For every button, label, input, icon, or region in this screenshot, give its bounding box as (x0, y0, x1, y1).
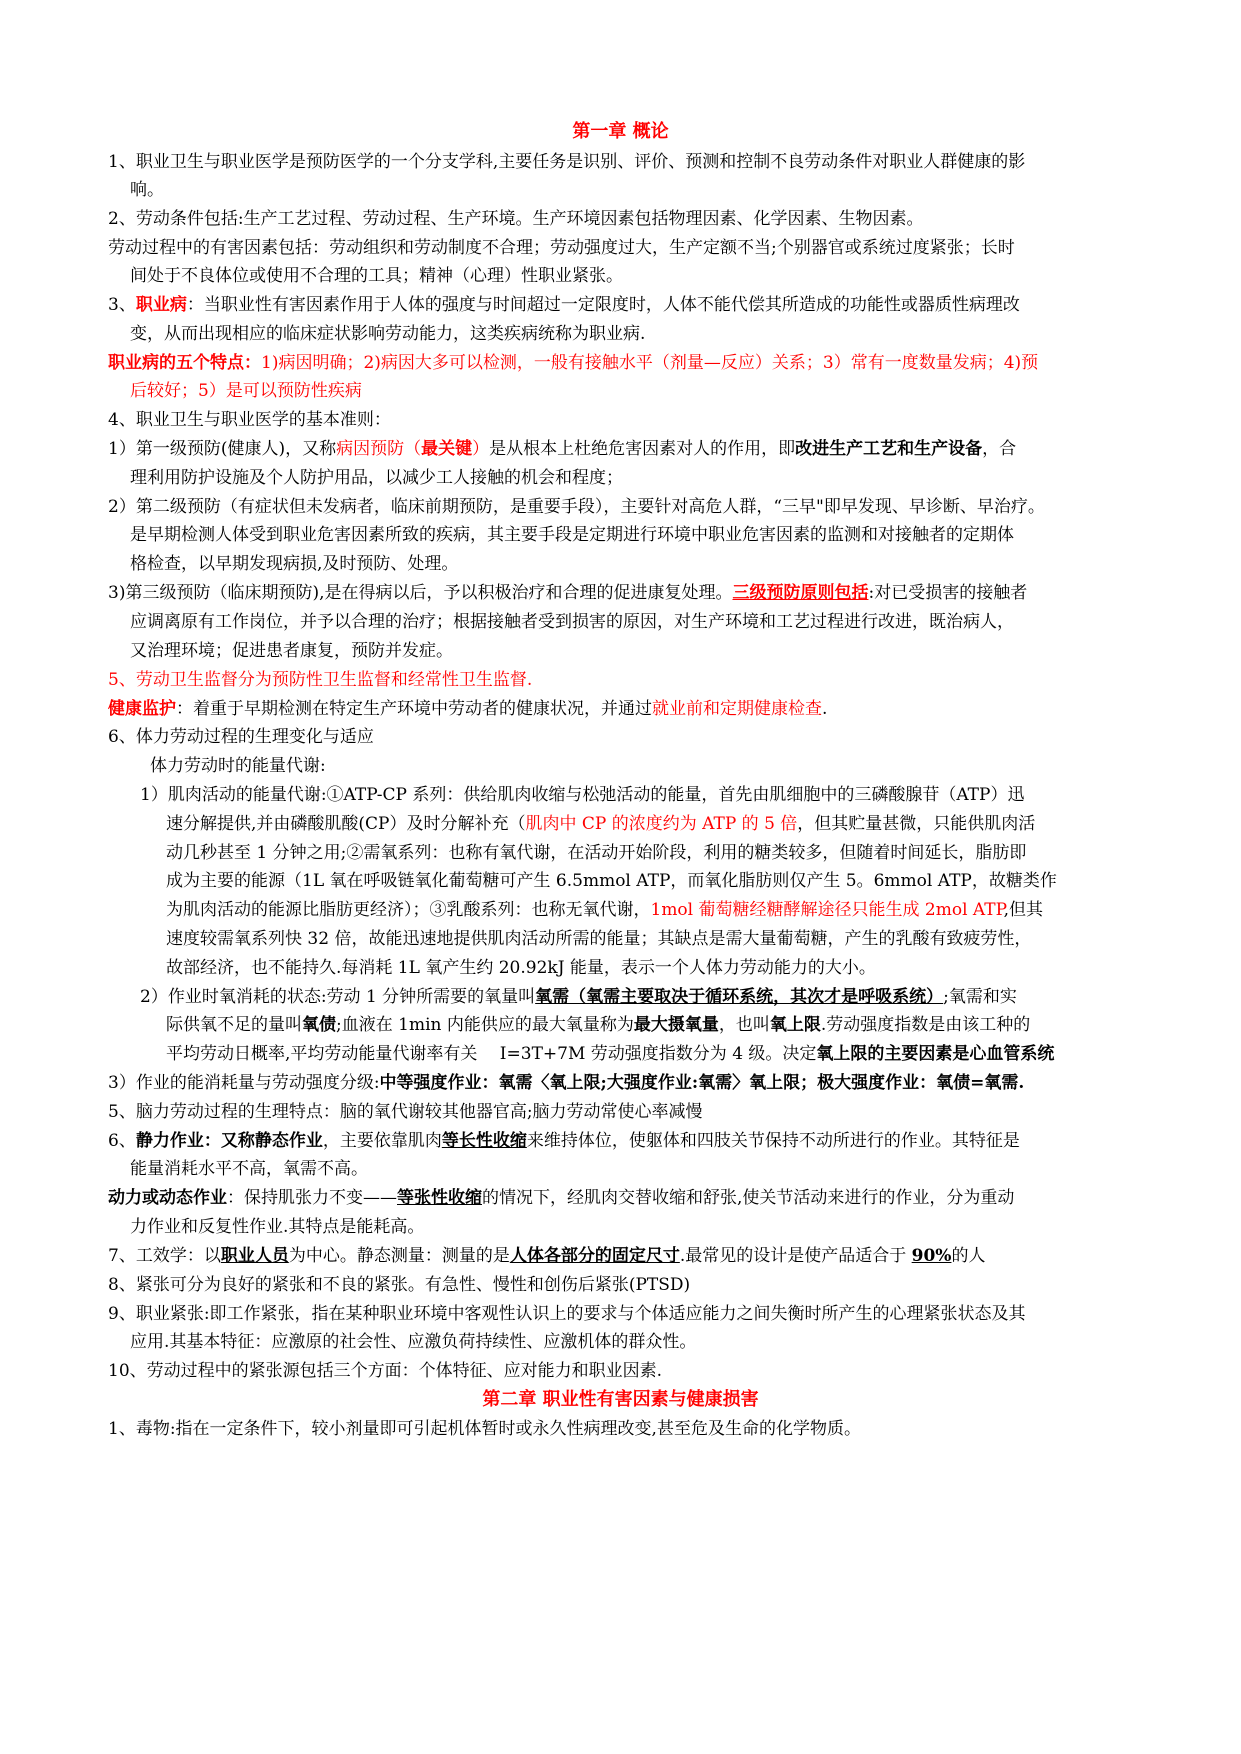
prevention-3-line-2: 应调离原有工作岗位，并予以合理的治疗；根据接触者受到损害的原因，对生产环境和工艺过程进行改进，既治病人， (130, 612, 1014, 632)
oxygen-2-line-1 (140, 985, 1241, 1009)
metabolism-1-line-1: 1）肌肉活动的能量代谢:①ATP-CP 系列：供给肌肉收缩与松弛活动的能量，首先由肌细胞中的三磷酸腺苷（ATP）迅 (140, 785, 1025, 805)
para-3-line-1 (108, 293, 1241, 317)
metabolism-1-glycolysis: 1mol 葡萄糖经糖酵解途径只能生成 2mol ATP (650, 900, 1004, 920)
prevention-1-g: ，合 (982, 439, 1017, 459)
prevention-1-a: 1）第一级预防(健康人)，又称 (108, 439, 337, 459)
para-3-num: 3、 (108, 295, 136, 315)
intensity-3-line (108, 1071, 1241, 1095)
oxygen-2-l2g: .劳动强度指数是由该工种的 (820, 1015, 1031, 1035)
isometric-contraction-term: 等长性收缩 (441, 1131, 527, 1151)
five-features-line-2: 后较好；5）是可以预防性疾病 (130, 381, 362, 401)
static-work-line-1 (108, 1129, 1241, 1153)
oxygen-2-l2c: ;血液在 1min 内能供应的最大氧量称为 (336, 1015, 634, 1035)
oxygen-2-line-3 (166, 1042, 1241, 1066)
para-9-line-1: 9、职业紧张:即工作紧张，指在某种职业环境中客观性认识上的要求与个体适应能力之间失衡时所产生的心理紧张状态及其 (108, 1304, 1026, 1324)
health-monitoring-exam: 就业前和定期健康检查 (652, 699, 822, 719)
ergonomics-e: .最常见的设计是使产品适合于 (679, 1246, 912, 1266)
metabolism-1-l2c: ，但其贮量甚微，只能供肌肉活 (797, 814, 1036, 834)
metabolism-1-line-5 (166, 898, 1241, 922)
five-features-term: 职业病的五个特点： (108, 353, 261, 373)
chapter-2-para-1: 1、毒物:指在一定条件下，较小剂量即可引起机体暂时或永久性病理改变,甚至危及生命的化学物质。 (108, 1419, 861, 1439)
occupational-disease-term: 职业病 (135, 295, 187, 315)
dynamic-work-line-1 (108, 1186, 1241, 1210)
para-3-line-2: 变，从而出现相应的临床症状影响劳动能力，这类疾病统称为职业病. (130, 324, 646, 344)
chapter-1-title: 第一章 概论 (572, 121, 669, 142)
ergonomics-g: 的人 (951, 1246, 986, 1266)
oxygen-limit-factor: 氧上限的主要因素是心血管系统 (816, 1044, 1055, 1064)
prevention-1-b: 病因预防（ (336, 439, 422, 459)
ergonomics-a: 7、工效学：以 (108, 1246, 221, 1266)
metabolism-1-l5c: ,但其 (1003, 900, 1044, 920)
static-work-rest2: 来维持体位，使躯体和四肢关节保持不动所进行的作业。其特征是 (526, 1131, 1020, 1151)
para-1-line-2: 响。 (130, 180, 164, 200)
metabolism-1-line-4: 成为主要的能源（1L 氧在呼吸链氧化葡萄糖可产生 6.5mmol ATP，而氧化脂肪则仅产生 5。6mmol ATP，故糖类作 (166, 871, 1057, 891)
prevention-3-principle: 三级预防原则包括 (732, 583, 869, 603)
para-2-line-1: 2、劳动条件包括:生产工艺过程、劳动过程、生产环境。生产环境因素包括物理因素、化学因素、生物因素。 (108, 209, 924, 229)
metabolism-1-line-6: 速度较需氧系列快 32 倍，故能迅速地提供肌肉活动所需的能量；其缺点是需大量葡萄糖，产生的乳酸有致疲劳性， (166, 929, 1032, 949)
oxygen-2-l1a: 2）作业时氧消耗的状态:劳动 1 分钟所需要的氧量叫 (140, 987, 536, 1007)
isotonic-contraction-term: 等张性收缩 (397, 1188, 482, 1208)
metabolism-1-cp-ratio: 肌肉中 CP 的浓度约为 ATP 的 5 倍 (525, 814, 798, 834)
five-features-line-1 (108, 351, 1241, 375)
oxygen-2-l1c: ;氧需和实 (943, 987, 1017, 1007)
oxygen-2-l2a: 际供氧不足的量叫 (166, 1015, 302, 1035)
oxygen-2-line-2 (166, 1013, 1241, 1037)
prevention-1-d: ） (472, 439, 490, 459)
para-6-title: 6、体力劳动过程的生理变化与适应 (108, 727, 374, 747)
dynamic-work-line-2: 力作业和反复性作业.其特点是能耗高。 (130, 1217, 425, 1237)
ergonomics-dimension: 人体各部分的固定尺寸 (509, 1246, 680, 1266)
health-monitoring-rest: ：着重于早期检测在特定生产环境中劳动者的健康状况，并通过 (176, 699, 652, 719)
prevention-1-line-1 (108, 437, 1241, 461)
oxygen-2-l3a: 平均劳动日概率,平均劳动能量代谢率有关 I=3T+7M 劳动强度指数分为 4 级。决定 (166, 1044, 817, 1064)
prevention-2-line-3: 格检查，以早期发现病损,及时预防、处理。 (130, 554, 459, 574)
para-3-rest: ：当职业性有害因素作用于人体的强度与时间超过一定限度时，人体不能代偿其所造成的功能性或器质性病理改 (186, 295, 1020, 315)
para-8-stress: 8、紧张可分为良好的紧张和不良的紧张。有急性、慢性和创伤后紧张(PTSD) (108, 1275, 691, 1295)
five-features-rest: 1)病因明确；2)病因大多可以检测，一般有接触水平（剂量—反应）关系；3）常有一度数量发病；4)预 (261, 353, 1039, 373)
oxygen-limit-term: 氧上限 (769, 1015, 821, 1035)
prevention-1-line-2: 理利用防护设施及个人防护用品，以减少工人接触的机会和程度； (130, 468, 623, 488)
prevention-1-key: 最关键 (421, 439, 473, 459)
health-monitoring-line (108, 697, 1241, 721)
prevention-2-line-1: 2）第二级预防（有症状但未发病者，临床前期预防，是重要手段），主要针对高危人群，“三早"即早发现、早诊断、早治疗。 (108, 497, 1045, 517)
dynamic-work-rest1: ：保持肌张力不变—— (227, 1188, 397, 1208)
metabolism-1-l5a: 为肌肉活动的能源比脂肪更经济）；③乳酸系列：也称无氧代谢， (166, 900, 651, 920)
intensity-3-a: 3）作业的能消耗量与劳动强度分级: (108, 1073, 380, 1093)
prevention-3-line-3: 又治理环境；促进患者康复，预防并发症。 (130, 641, 453, 661)
dynamic-work-term: 动力或动态作业 (108, 1188, 227, 1208)
para-9-line-2: 应用.其基本特征：应激原的社会性、应激负荷持续性、应激机体的群众性。 (130, 1332, 697, 1352)
ergonomics-c: 为中心。静态测量：测量的是 (288, 1246, 510, 1266)
para-5b-mental-work: 5、脑力劳动过程的生理特点：脑的氧代谢较其他器官高;脑力劳动常使心率减慢 (108, 1102, 703, 1122)
oxygen-2-l2e: ，也叫 (718, 1015, 770, 1035)
para-10-stressors: 10、劳动过程中的紧张源包括三个方面：个体特征、应对能力和职业因素. (108, 1361, 663, 1381)
ergonomics-center: 职业人员 (220, 1246, 289, 1266)
static-work-num: 6、 (108, 1131, 136, 1151)
chapter-2-title: 第二章 职业性有害因素与健康损害 (482, 1389, 759, 1410)
ergonomics-percent: 90% (911, 1246, 952, 1266)
static-work-rest1: ，主要依靠肌肉 (322, 1131, 442, 1151)
para-2-line-2: 劳动过程中的有害因素包括：劳动组织和劳动制度不合理；劳动强度过大，生产定额不当;个别器官或系统过度紧张；长时 (108, 238, 1015, 258)
prevention-2-line-2: 是早期检测人体受到职业危害因素所致的疾病，其主要手段是定期进行环境中职业危害因素的监测和对接触者的定期体 (130, 525, 1014, 545)
static-work-line-2: 能量消耗水平不高，氧需不高。 (130, 1159, 368, 1179)
para-5-supervision: 5、劳动卫生监督分为预防性卫生监督和经常性卫生监督. (108, 670, 533, 690)
health-monitoring-end: . (822, 699, 828, 719)
health-monitoring-term: 健康监护 (108, 699, 176, 719)
prevention-1-e: 是从根本上杜绝危害因素对人的作用，即 (489, 439, 796, 459)
static-work-term: 静力作业：又称静态作业 (135, 1131, 323, 1151)
prevention-3-line-1 (108, 581, 1241, 605)
ergonomics-line (108, 1244, 1241, 1268)
intensity-3-grades: 中等强度作业：氧需〈氧上限;大强度作业:氧需〉氧上限；极大强度作业：氧债=氧需. (379, 1073, 1025, 1093)
oxygen-demand-term: 氧需（氧需主要取决于循环系统，其次才是呼吸系统） (535, 987, 944, 1007)
para-2-line-3: 间处于不良体位或使用不合理的工具；精神（心理）性职业紧张。 (130, 266, 623, 286)
oxygen-debt-term: 氧债 (302, 1015, 336, 1035)
para-4-title: 4、职业卫生与职业医学的基本准则： (108, 410, 391, 430)
metabolism-1-line-2 (166, 812, 1241, 836)
prevention-1-f: 改进生产工艺和生产设备 (795, 439, 983, 459)
max-oxygen-uptake-term: 最大摄氧量 (633, 1015, 719, 1035)
prevention-3-c: :对已受损害的接触者 (868, 583, 1028, 603)
para-6-subtitle: 体力劳动时的能量代谢: (150, 756, 326, 776)
metabolism-1-line-3: 动几秒甚至 1 分钟之用;②需氧系列：也称有氧代谢，在活动开始阶段，利用的糖类较多，但随着时间延长，脂肪即 (166, 843, 1027, 863)
prevention-3-a: 3)第三级预防（临床期预防),是在得病以后，予以积极治疗和合理的促进康复处理。 (108, 583, 733, 603)
metabolism-1-l2a: 速分解提供,并由磷酸肌酸(CP）及时分解补充（ (166, 814, 526, 834)
dynamic-work-rest2: 的情况下，经肌肉交替收缩和舒张,使关节活动来进行的作业，分为重动 (482, 1188, 1015, 1208)
metabolism-1-line-7: 故部经济，也不能持久.每消耗 1L 氧产生约 20.92kJ 能量，表示一个人体力劳动能力的大小。 (166, 958, 876, 978)
para-1-line-1: 1、职业卫生与职业医学是预防医学的一个分支学科,主要任务是识别、评价、预测和控制不良劳动条件对职业人群健康的影 (108, 152, 1026, 172)
